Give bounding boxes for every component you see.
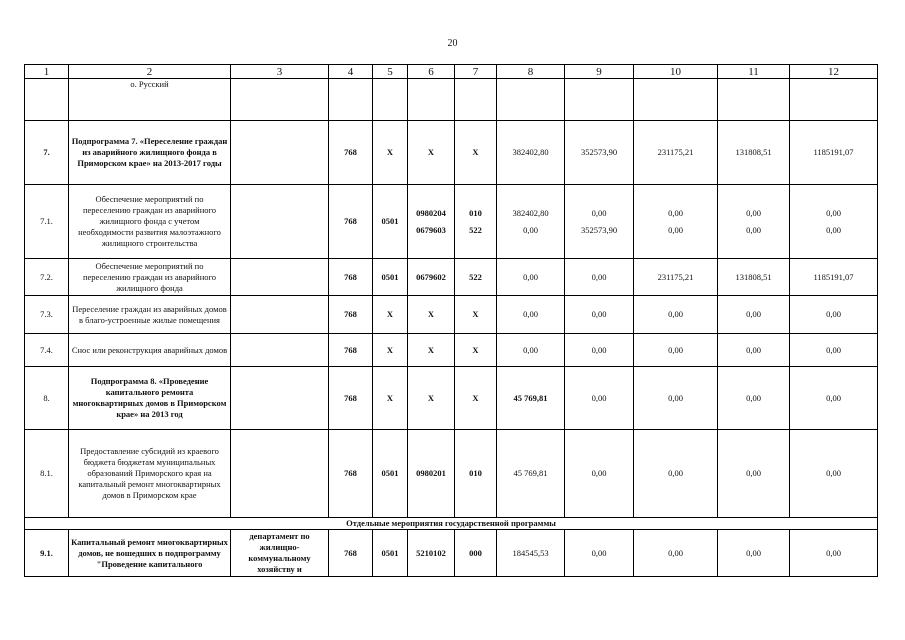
column-number: 4: [329, 65, 373, 79]
cell-line: 0,00: [591, 207, 607, 218]
cell: [373, 79, 408, 121]
budget-table: [24, 64, 878, 577]
cell: 0,00: [497, 334, 565, 367]
cell: X: [373, 334, 408, 367]
cell-line: 0,00: [668, 207, 683, 218]
cell: 0,00: [565, 334, 634, 367]
cell: 0,00: [634, 430, 718, 518]
row-name: Переселение граждан из аварийных домов в благо-устроенные жилые помещения: [69, 296, 231, 334]
cell-line: 382402,80: [512, 207, 549, 218]
cell: 768: [329, 185, 373, 259]
cell: [718, 79, 790, 121]
row-number: 7.2.: [25, 259, 69, 296]
cell-line: 0,00: [668, 224, 683, 235]
cell: X: [408, 121, 455, 185]
row-number: 9.1.: [25, 530, 69, 577]
column-number: 11: [718, 65, 790, 79]
cell: 0,00: [565, 296, 634, 334]
table-row: [25, 334, 878, 367]
cell: [634, 79, 718, 121]
cell-pair: [790, 185, 878, 259]
row-number: 7.3.: [25, 296, 69, 334]
cell: [408, 79, 455, 121]
cell-line: 0,00: [523, 224, 538, 235]
cell: X: [408, 367, 455, 430]
cell: 0,00: [634, 530, 718, 577]
table-row: [25, 79, 878, 121]
cell: 010: [455, 430, 497, 518]
cell: X: [373, 121, 408, 185]
row-executor: [231, 79, 329, 121]
cell: X: [455, 296, 497, 334]
cell: 0,00: [497, 296, 565, 334]
cell: 0,00: [497, 259, 565, 296]
cell-pair: [497, 185, 565, 259]
cell: 0,00: [634, 367, 718, 430]
table-row: [25, 259, 878, 296]
cell: [455, 79, 497, 121]
column-number: 9: [565, 65, 634, 79]
table-row: [25, 367, 878, 430]
cell: [790, 79, 878, 121]
row-executor: [231, 334, 329, 367]
cell: [497, 79, 565, 121]
cell: 768: [329, 530, 373, 577]
cell: 768: [329, 334, 373, 367]
column-number: 5: [373, 65, 408, 79]
row-name: Снос или реконструкция аварийных домов: [69, 334, 231, 367]
row-executor: департамент по жилищно-коммунальному хозяйству и: [231, 530, 329, 577]
cell: 768: [329, 367, 373, 430]
cell: 0501: [373, 530, 408, 577]
cell: 45 769,81: [497, 430, 565, 518]
cell: 768: [329, 430, 373, 518]
cell: 0,00: [790, 296, 878, 334]
cell: 0501: [373, 430, 408, 518]
cell: X: [408, 296, 455, 334]
column-number: 6: [408, 65, 455, 79]
cell-line: 0,00: [746, 207, 761, 218]
row-name: Предоставление субсидий из краевого бюджета бюджетам муниципальных образований Приморского края на капитальный ремонт многоквартирных домов в Приморском крае: [69, 430, 231, 518]
cell: 0,00: [718, 367, 790, 430]
row-name: Капитальный ремонт многоквартирных домов, не вошедших в подпрограмму "Проведение капитального: [69, 530, 231, 577]
cell: 382402,80: [497, 121, 565, 185]
table-row: [25, 530, 878, 577]
cell: 0,00: [790, 334, 878, 367]
cell: [565, 79, 634, 121]
row-executor: [231, 296, 329, 334]
row-executor: [231, 121, 329, 185]
row-name: Обеспечение мероприятий по переселению граждан из аварийного жилищного фонда: [69, 259, 231, 296]
cell: X: [455, 121, 497, 185]
cell: 768: [329, 259, 373, 296]
cell-line: 0,00: [746, 224, 761, 235]
column-number: 2: [69, 65, 231, 79]
row-name: о. Русский: [69, 79, 231, 121]
cell: 0,00: [565, 367, 634, 430]
cell-line: 0,00: [826, 224, 841, 235]
cell: 0,00: [718, 334, 790, 367]
row-name: Подпрограмма 8. «Проведение капитального ремонта многоквартирных домов в Приморском крае» на 2013 год: [69, 367, 231, 430]
row-number: 7.1.: [25, 185, 69, 259]
cell: 0,00: [790, 367, 878, 430]
cell: 0,00: [634, 334, 718, 367]
column-number: 7: [455, 65, 497, 79]
row-name: Обеспечение мероприятий по переселению граждан из аварийного жилищного фонда с учетом необходимости развития малоэтажного жилищного строительства: [69, 185, 231, 259]
page-number: 20: [447, 38, 458, 49]
cell-line: 010: [469, 207, 482, 218]
cell: 0,00: [634, 296, 718, 334]
cell: 0,00: [790, 530, 878, 577]
section-row: [25, 518, 878, 530]
cell: X: [455, 367, 497, 430]
cell: 0,00: [790, 430, 878, 518]
cell: 0,00: [718, 430, 790, 518]
cell: 0,00: [718, 530, 790, 577]
column-number: 3: [231, 65, 329, 79]
row-name: Подпрограмма 7. «Переселение граждан из аварийного жилищного фонда в Приморском крае» на 2013-2017 годы: [69, 121, 231, 185]
cell: X: [455, 334, 497, 367]
row-number: 8.1.: [25, 430, 69, 518]
cell-pair: [634, 185, 718, 259]
cell-pair: [408, 185, 455, 259]
cell: 45 769,81: [497, 367, 565, 430]
column-number: 10: [634, 65, 718, 79]
cell: X: [408, 334, 455, 367]
column-number-row: [25, 65, 878, 79]
row-number: 7.4.: [25, 334, 69, 367]
cell: 0,00: [565, 259, 634, 296]
row-executor: [231, 259, 329, 296]
cell: 5210102: [408, 530, 455, 577]
row-number: 8.: [25, 367, 69, 430]
cell: 1185191,07: [790, 259, 878, 296]
cell: 0679602: [408, 259, 455, 296]
cell: 0,00: [565, 530, 634, 577]
row-executor: [231, 185, 329, 259]
cell-line: 0679603: [416, 224, 446, 235]
cell: 231175,21: [634, 259, 718, 296]
cell-line: 0980204: [416, 207, 446, 218]
table-row: [25, 430, 878, 518]
cell: 131808,51: [718, 121, 790, 185]
row-number: [25, 79, 69, 121]
cell: 768: [329, 296, 373, 334]
cell: 0980201: [408, 430, 455, 518]
cell: 231175,21: [634, 121, 718, 185]
section-title: Отдельные мероприятия государственной программы: [25, 518, 878, 530]
cell: 0501: [373, 185, 408, 259]
cell-line: 0,00: [826, 207, 841, 218]
cell-pair: [565, 185, 634, 259]
cell: 131808,51: [718, 259, 790, 296]
cell: 0,00: [565, 430, 634, 518]
cell: 768: [329, 121, 373, 185]
table-row: [25, 121, 878, 185]
cell-pair: [455, 185, 497, 259]
cell: 522: [455, 259, 497, 296]
cell: X: [373, 296, 408, 334]
cell: 352573,90: [565, 121, 634, 185]
cell-line: 352573,90: [580, 224, 618, 235]
cell: [329, 79, 373, 121]
table-row: [25, 296, 878, 334]
column-number: 1: [25, 65, 69, 79]
table-row: [25, 185, 878, 259]
row-executor: [231, 430, 329, 518]
cell-line: 522: [469, 224, 482, 235]
cell: 184545,53: [497, 530, 565, 577]
cell: 0,00: [718, 296, 790, 334]
cell: 0501: [373, 259, 408, 296]
cell: 1185191,07: [790, 121, 878, 185]
cell: X: [373, 367, 408, 430]
column-number: 8: [497, 65, 565, 79]
column-number: 12: [790, 65, 878, 79]
cell: 000: [455, 530, 497, 577]
row-executor: [231, 367, 329, 430]
cell-pair: [718, 185, 790, 259]
row-number: 7.: [25, 121, 69, 185]
